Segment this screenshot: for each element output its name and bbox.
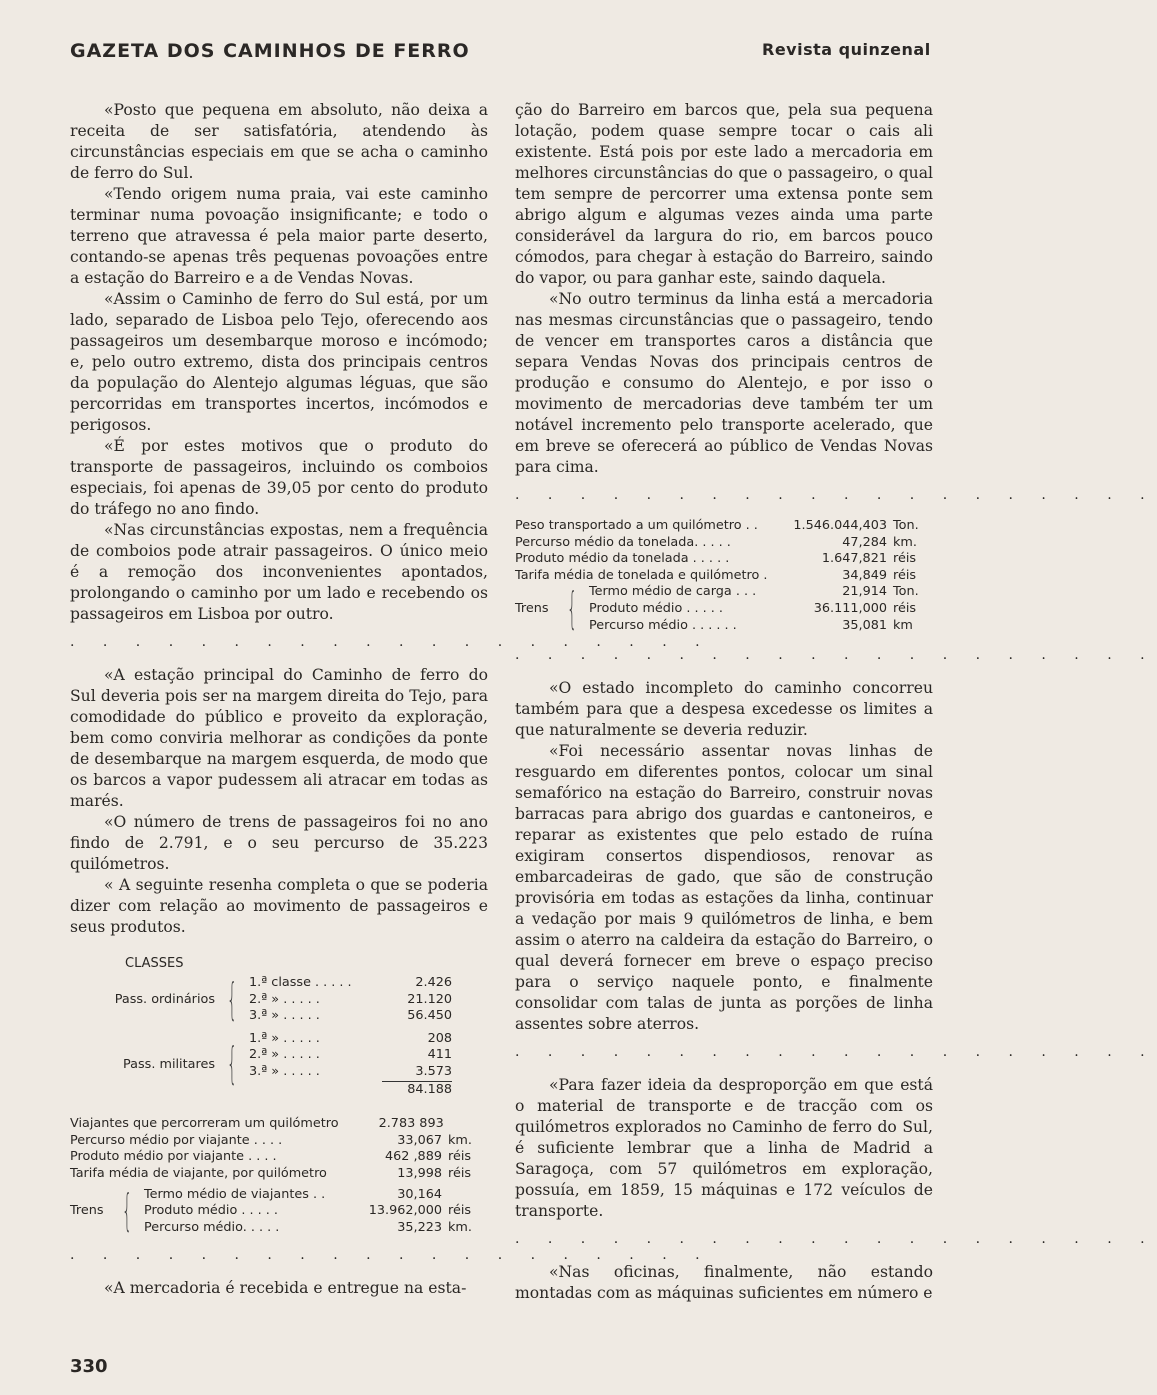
paragraph: «O número de trens de passageiros foi no ano findo de 2.791, e o seu percurso de 35.223 quilómetros. [70, 813, 488, 873]
stat-row: Tarifa média de viajante, por quilómetro 13,998 réis [70, 1165, 472, 1181]
stat-row: Peso transportado a um quilómetro . . 1.546.044,403 Ton. [515, 518, 919, 533]
class-row: 3.ª » . . . . . 3.573 [249, 1063, 452, 1079]
stat-row: Produto médio da tonelada . . . . . 1.647,821 réis [515, 551, 917, 567]
trains-group [70, 1187, 488, 1237]
class-row: 3.ª » . . . . . 56.450 [249, 1008, 452, 1024]
left-column [70, 100, 712, 1299]
dotted-separator: . . . . . . . . . . . . . . . . . . . . [70, 1247, 712, 1264]
right-column [515, 100, 1157, 1304]
paragraph: «A estação principal do Caminho de ferro do Sul deveria pois ser na margem direita do Tejo, para comodidade do público e proveito da exploração, bem como conviria melhorar as condições da ponte de desembarque na margem esquerda, de modo que os barcos a vapor pudessem ali atracar em todas as marés. [70, 666, 488, 810]
stat-row: Produto médio . . . . . 13.962,000 réis [144, 1203, 472, 1219]
trains-group [515, 584, 933, 634]
ordinary-passengers-label: Pass. ordinários [114, 992, 215, 1008]
stat-row: Percurso médio da tonelada. . . . . 47,284 km. [515, 534, 917, 550]
paragraph: «Foi necessário assentar novas linhas de resguardo em diferentes pontos, colocar um sinal semafórico na estação do Barreiro, construir novas barracas para abrigo dos guardas e cantoneiros, e reparar as existentes que pelo estado de ruína exigiram consertos dispendiosos, renovar as embarcadeiras de gado, que são de construção provisória em todas as estações da linha, continuar a vedação por mais 9 quilómetros de linha, e bem assim o aterro na caldeira da estação do Barreiro, o qual deverá fornecer em breve o espaço preciso para o serviço naquele ponto, e finalmente consolidar com talas de junta as porções de linha assentes sobre aterros. [515, 742, 933, 1034]
classes-heading: CLASSES [125, 956, 184, 971]
paragraph: «O estado incompleto do caminho concorreu também para que a despesa excedesse os limites a que naturalmente se deveria reduzir. [515, 679, 933, 740]
page-number: 330 [70, 1356, 108, 1377]
dotted-separator: . . . . . . . . . . . . . . . . . . . . [515, 1044, 1157, 1061]
paragraph: «Para fazer ideia da desproporção em que está o material de transporte e de tracção com os quilómetros explorados no Caminho de ferro do Sul, é suficiente lembrar que a linha de Madrid a Saragoça, com 57 quilómetros em exploração, possuía, em 1859, 15 máquinas e 172 veículos de transporte. [515, 1076, 933, 1221]
dotted-separator: . . . . . . . . . . . . . . . . . . . . [515, 647, 1157, 664]
stat-row: Percurso médio. . . . . 35,223 km. [144, 1219, 472, 1235]
ordinary-passengers-group [70, 975, 488, 1025]
stat-row: Tarifa média de tonelada e quilómetro . 34,849 réis [515, 567, 917, 583]
paragraph: «Nas circunstâncias expostas, nem a frequência de comboios pode atrair passageiros. O único meio é a remoção dos inconvenientes apontados, prolongando o caminho por um lado e recebendo os passageiros em Lisboa por outro. [70, 521, 488, 623]
dotted-separator: . . . . . . . . . . . . . . . . . . . . [515, 1231, 1157, 1248]
paragraph: «Assim o Caminho de ferro do Sul está, por um lado, separado de Lisboa pelo Tejo, oferecendo aos passageiros um desembarque moroso e incómodo; e, pelo outro extremo, dista dos principais centros da população do Alentejo algumas léguas, que são percorridas em transportes incertos, incómodos e perigosos. [70, 290, 488, 434]
paragraph: «É por estes motivos que o produto do transporte de passageiros, incluindo os comboios especiais, foi apenas de 39,05 por cento do produto do tráfego no ano findo. [70, 437, 488, 518]
stat-row: Termo médio de carga . . . 21,914 Ton. [589, 584, 919, 600]
trains-label: Trens [70, 1203, 104, 1219]
brace: { [122, 1185, 132, 1237]
dotted-separator: . . . . . . . . . . . . . . . . . . . . [515, 487, 1157, 503]
journal-subtitle: Revista quinzenal [762, 40, 931, 59]
brace: { [227, 1038, 237, 1090]
military-passengers-label: Pass. militares [123, 1056, 215, 1072]
stat-row: Viajantes que percorreram um quilómetro 2.783 893 [70, 1116, 444, 1132]
stat-row: Termo médio de viajantes . . 30,164 [144, 1186, 442, 1202]
classes-total: 84.188 [382, 1081, 452, 1099]
paragraph: «Posto que pequena em absoluto, não deixa a receita de ser satisfatória, atendendo às circunstâncias especiais em que se acha o caminho de ferro do Sul. [70, 101, 488, 182]
paragraph: « A seguinte resenha completa o que se poderia dizer com relação ao movimento de passageiros e seus produtos. [70, 876, 488, 936]
passenger-stats-table [70, 1116, 488, 1236]
paragraph: ção do Barreiro em barcos que, pela sua pequena lotação, podem quase sempre tocar o cais ali existente. Está pois por este lado a mercadoria em melhores circunstâncias do que o passageiro, o qual tem sempre de percorrer uma extensa ponte sem abrigo algum e algumas vezes ainda uma parte considerável da largura do rio, em barcos pouco cómodos, para chegar à estação do Barreiro, saindo do vapor, ou para ganhar este, saindo daquela. [515, 101, 933, 287]
paragraph: «A mercadoria é recebida e entregue na esta- [104, 1279, 467, 1298]
stat-row: Produto médio . . . . . 36.111,000 réis [589, 600, 917, 616]
class-row: 2.ª » . . . . . 411 [249, 1047, 452, 1063]
paragraph: «Tendo origem numa praia, vai este caminho terminar numa povoação insignificante; e todo o terreno que atravessa é pela maior parte deserto, contando-se apenas três pequenas povoações entre a estação do Barreiro e a de Vendas Novas. [70, 185, 488, 287]
journal-title: GAZETA DOS CAMINHOS DE FERRO [70, 40, 470, 62]
freight-stats-table [515, 518, 933, 634]
stat-row: Percurso médio . . . . . . 35,081 km [589, 617, 913, 633]
class-row: 2.ª » . . . . . 21.120 [249, 991, 452, 1007]
paragraph: «No outro terminus da linha está a mercadoria nas mesmas circunstâncias que o passageiro, tendo de vencer em transportes caros a distância que separa Vendas Novas dos principais centros de produção e consumo do Alentejo, e por isso o movimento de mercadorias deve também ter um notável incremento pelo transporte acelerado, que em breve se oferecerá ao público de Vendas Novas para cima. [515, 290, 933, 476]
military-passengers-group [70, 1031, 488, 1098]
stat-row: Produto médio por viajante . . . . 462 ,889 réis [70, 1149, 472, 1165]
stat-row: Percurso médio por viajante . . . . 33,067 km. [70, 1132, 472, 1148]
total-row [249, 1081, 452, 1099]
brace: { [227, 973, 237, 1025]
class-row: 1.ª classe . . . . . 2.426 [249, 975, 452, 990]
dotted-separator: . . . . . . . . . . . . . . . . . . . . [70, 634, 712, 650]
class-row: 1.ª » . . . . . 208 [249, 1030, 452, 1046]
paragraph: «Nas oficinas, finalmente, não estando montadas com as máquinas suficientes em número e [515, 1263, 933, 1303]
brace: { [567, 583, 577, 635]
trains-label: Trens [515, 600, 549, 616]
